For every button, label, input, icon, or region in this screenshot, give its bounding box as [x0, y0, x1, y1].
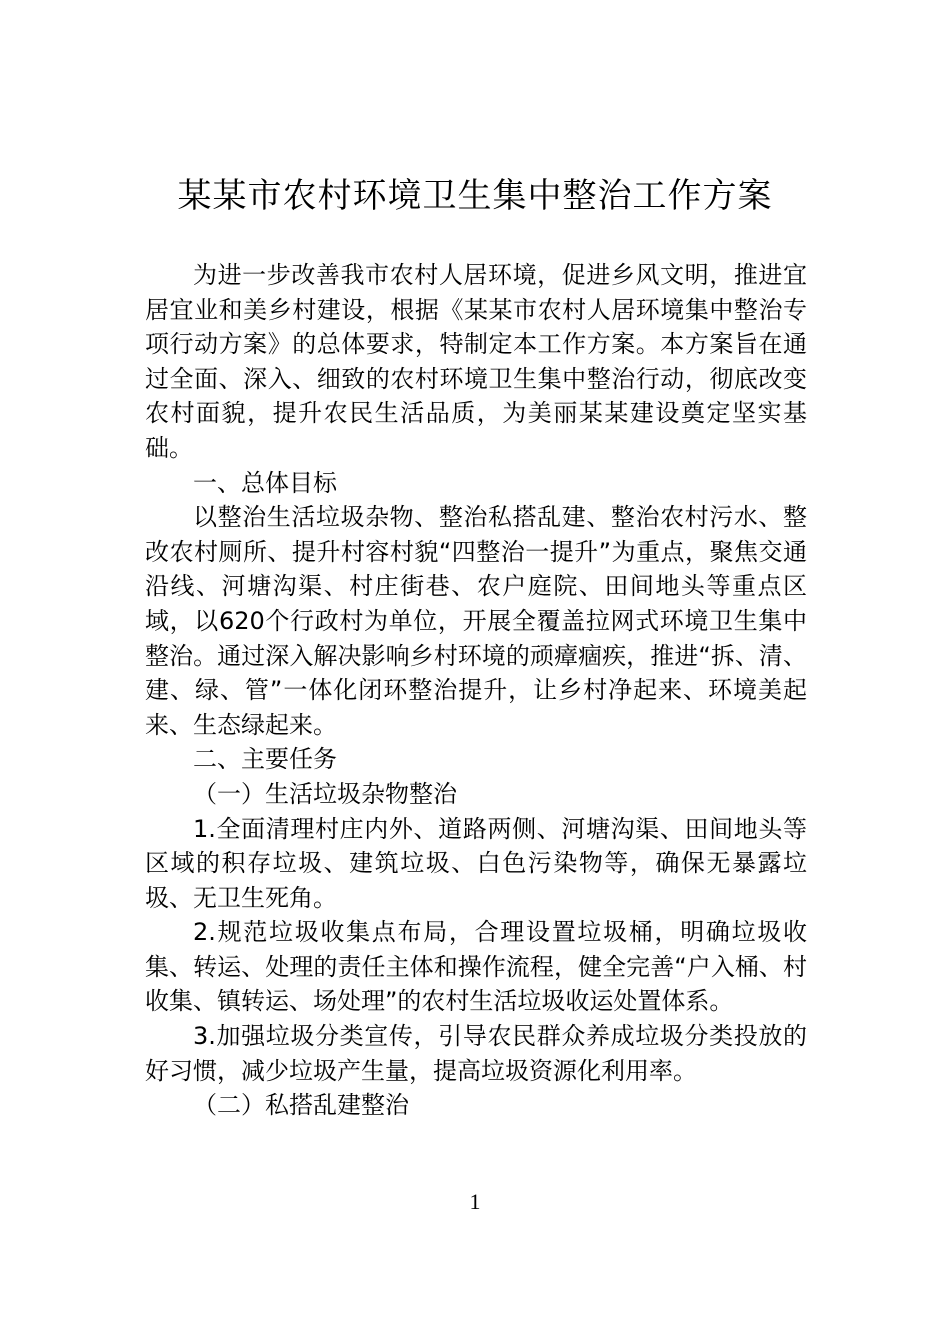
goals-paragraph: 以整治生活垃圾杂物、整治私搭乱建、整治农村污水、整改农村厕所、提升村容村貌“四整治一提升”为重点，聚焦交通沿线、河塘沟渠、村庄街巷、农户庭院、田间地头等重点区域，以620个行政村为单位，开展全覆盖拉网式环境卫生集中整治。通过深入解决影响乡村环境的顽瘴痼疾，推进“拆、清、建、绿、管”一体化闭环整治提升，让乡村净起来、环境美起来、生态绿起来。 — [145, 503, 807, 739]
task-item-1: 1.全面清理村庄内外、道路两侧、河塘沟渠、田间地头等区域的积存垃圾、建筑垃圾、白色污染物等，确保无暴露垃圾、无卫生死角。 — [145, 814, 807, 912]
subsection-heading-garbage: （一）生活垃圾杂物整治 — [193, 779, 457, 808]
section-heading-tasks: 二、主要任务 — [193, 745, 337, 774]
task-item-3: 3.加强垃圾分类宣传，引导农民群众养成垃圾分类投放的好习惯，减少垃圾产生量，提高垃圾资源化利用率。 — [145, 1022, 807, 1085]
task-item-2: 2.规范垃圾收集点布局，合理设置垃圾桶，明确垃圾收集、转运、处理的责任主体和操作流程，健全完善“户入桶、村收集、镇转运、场处理”的农村生活垃圾收运处置体系。 — [145, 918, 807, 1016]
document-body — [145, 258, 807, 1123]
intro-paragraph: 为进一步改善我市农村人居环境，促进乡风文明，推进宜居宜业和美乡村建设，根据《某某市农村人居环境集中整治专项行动方案》的总体要求，特制定本工作方案。本方案旨在通过全面、深入、细致的农村环境卫生集中整治行动，彻底改变农村面貌，提升农民生活品质，为美丽某某建设奠定坚实基础。 — [145, 261, 807, 462]
section-heading-goals: 一、总体目标 — [193, 468, 337, 497]
page-number: 1 — [469, 1189, 481, 1214]
document-title: 某某市农村环境卫生集中整治工作方案 — [177, 176, 773, 216]
subsection-heading-illegal-construction: （二）私搭乱建整治 — [193, 1091, 409, 1120]
